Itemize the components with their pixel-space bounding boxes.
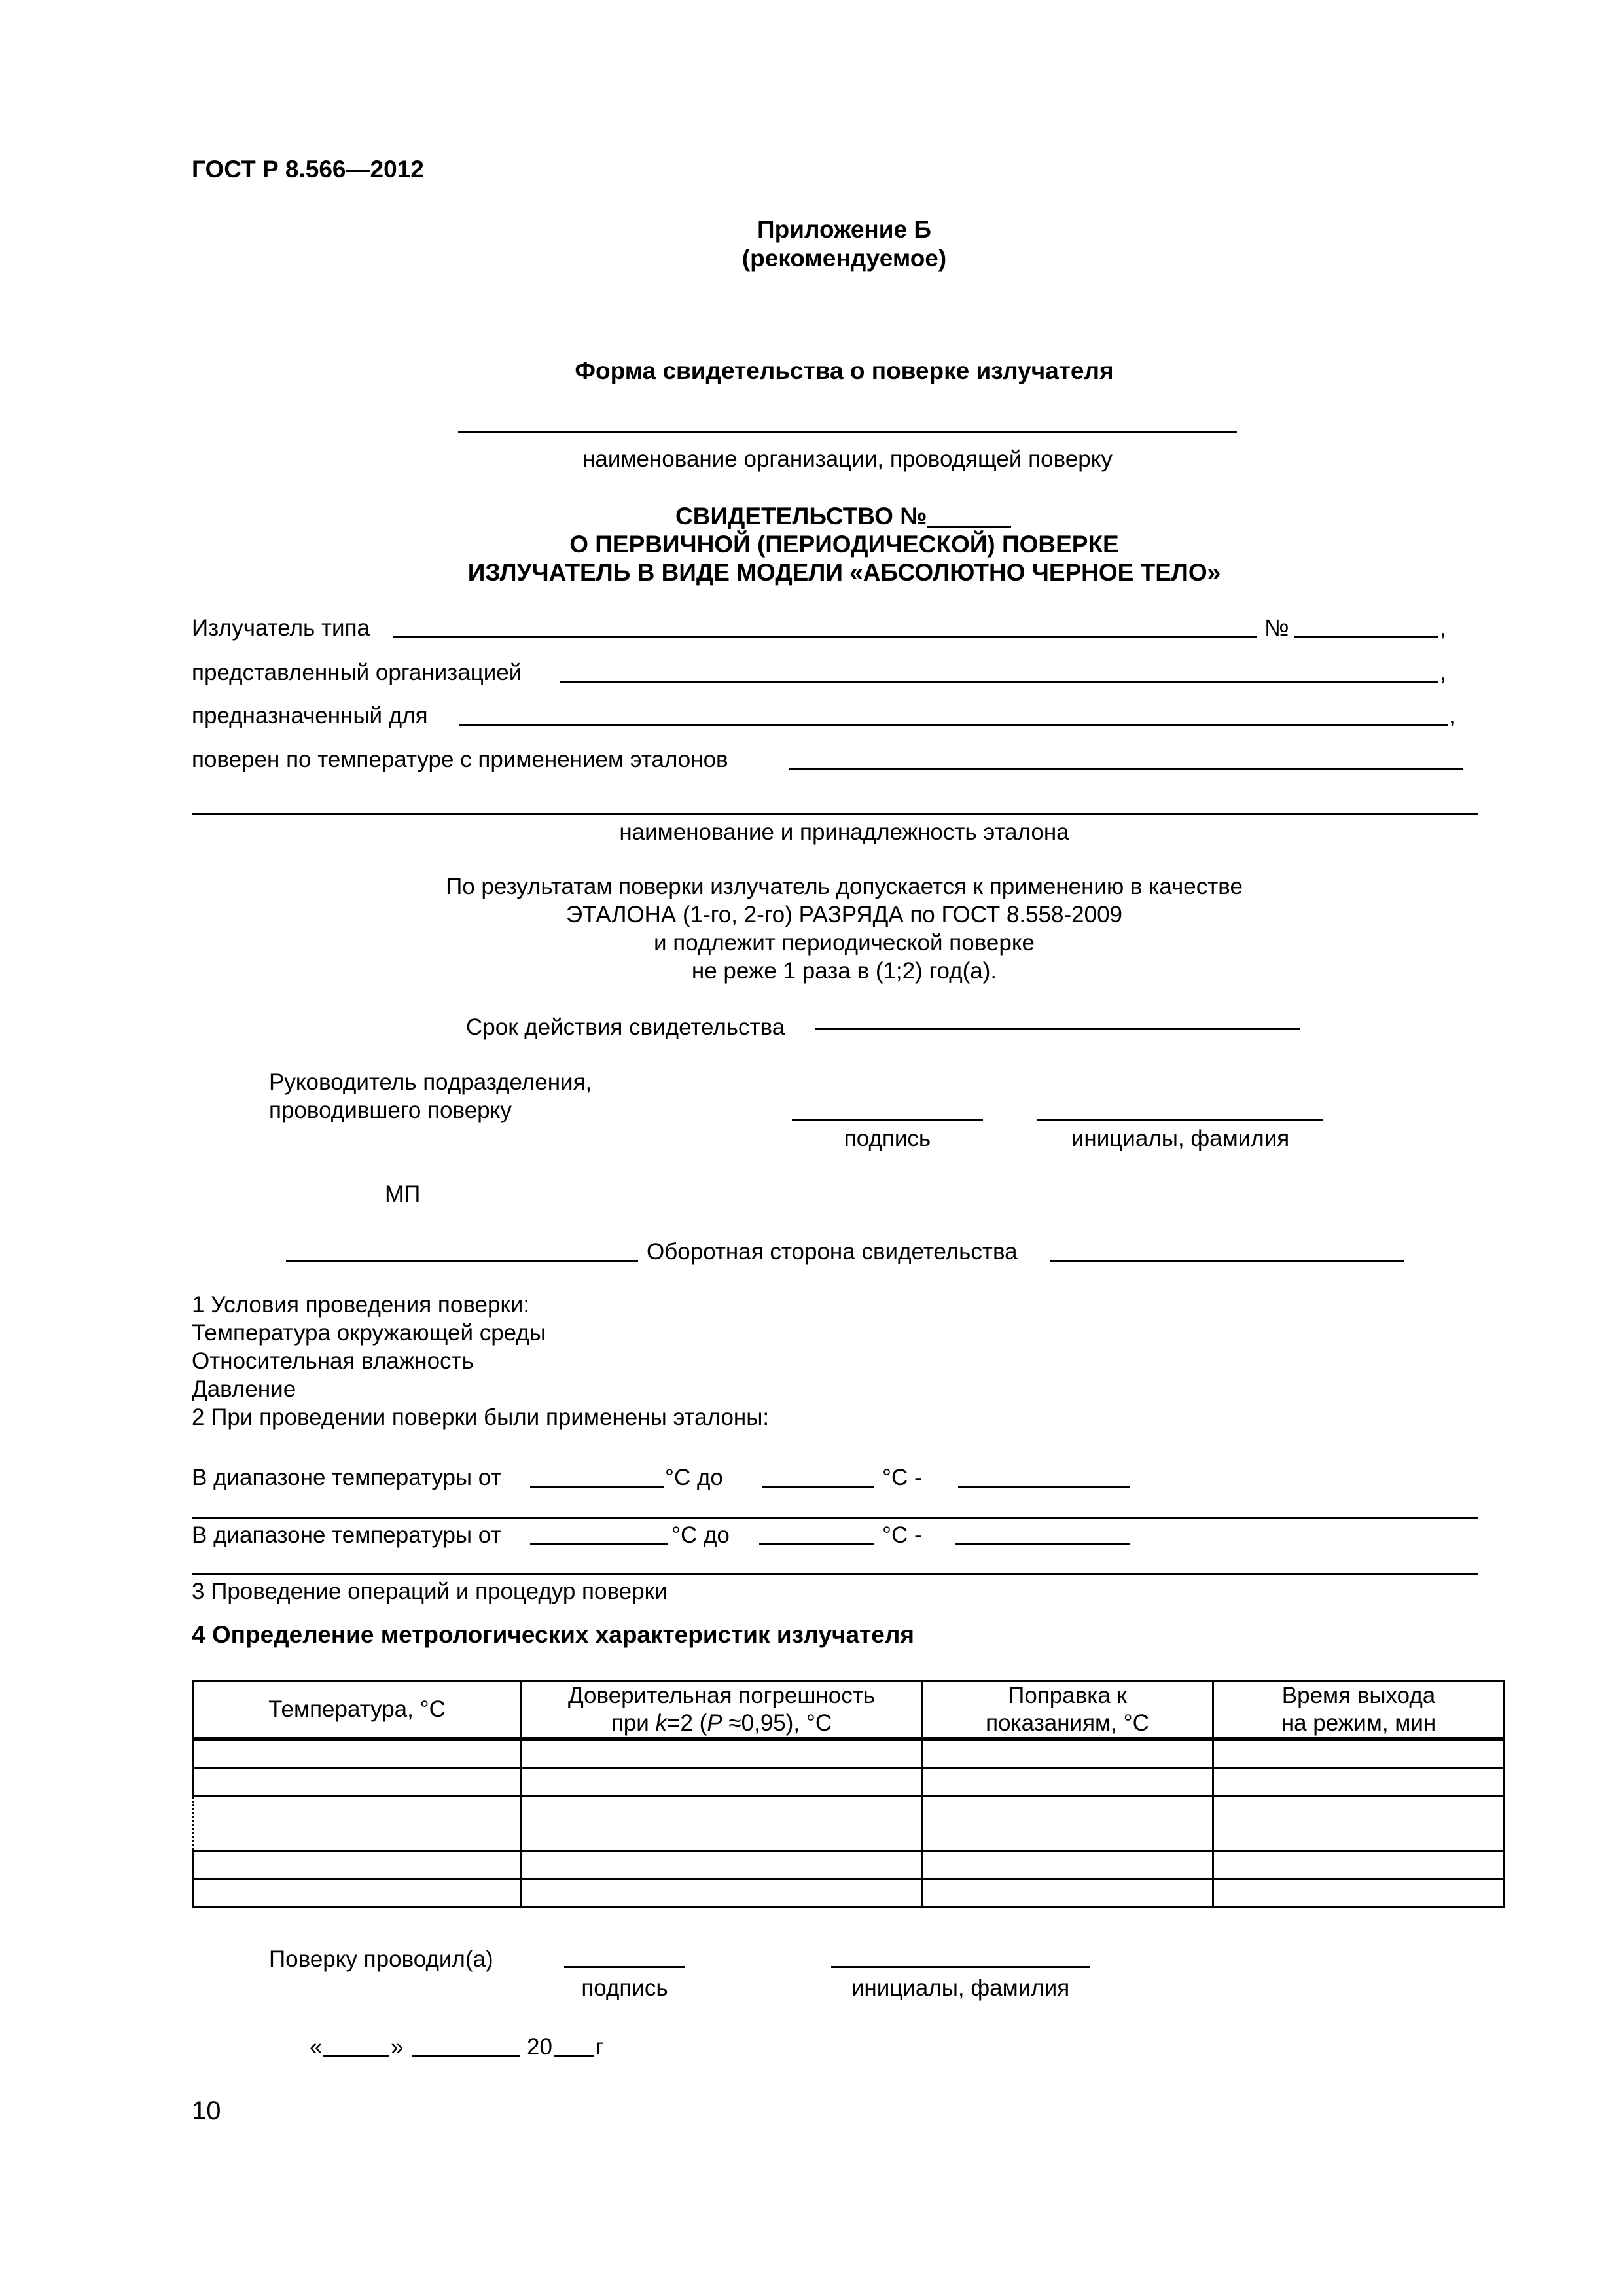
table-cell[interactable] [193, 1739, 522, 1768]
pressure-label: Давление [192, 1376, 296, 1402]
certificate-title [675, 504, 1011, 528]
intended-for-field[interactable] [459, 724, 1448, 726]
result-text-line-2: ЭТАЛОНА (1-го, 2-го) РАЗРЯДА по ГОСТ 8.558-2009 [565, 902, 1123, 927]
standard-caption: наименование и принадлежность эталона [619, 819, 1069, 845]
date-open-quote: « [310, 2034, 323, 2060]
validity-label: Срок действия свидетельства [466, 1014, 785, 1040]
item-4-heading: 4 Определение метрологических характеристик излучателя [192, 1621, 914, 1648]
organization-name-line[interactable] [458, 431, 1237, 433]
head-title-line-2: проводившего поверку [269, 1098, 512, 1123]
reverse-side-rule-right [1050, 1260, 1404, 1262]
emitter-number-field[interactable] [1294, 636, 1438, 638]
table-cell[interactable] [522, 1879, 922, 1907]
table-cell[interactable] [1213, 1797, 1505, 1851]
appendix-title: Приложение Б [757, 216, 931, 243]
verifier-signature-field[interactable] [564, 1966, 685, 1968]
range-1-continuation-line[interactable] [192, 1517, 1478, 1519]
table-cell[interactable] [922, 1797, 1213, 1851]
table-cell[interactable] [922, 1739, 1213, 1768]
reverse-side-title: Оборотная сторона свидетельства [647, 1239, 1018, 1265]
head-signature-field[interactable] [792, 1119, 983, 1121]
table-header-row [193, 1681, 1505, 1740]
table-cell[interactable] [193, 1768, 522, 1797]
conditions-item-2: 2 При проведении поверки были применены эталоны: [192, 1405, 770, 1430]
standard-name-line[interactable] [192, 813, 1478, 815]
table-row [193, 1739, 1505, 1768]
organization-caption: наименование организации, проводящей поверку [582, 446, 1113, 472]
verified-with-field[interactable] [789, 768, 1463, 770]
reverse-side-rule-left [286, 1260, 638, 1262]
verifier-label: Поверку проводил(а) [269, 1946, 493, 1972]
range-2-unit-dash: °С - [882, 1522, 922, 1548]
range-2-prefix: В диапазоне температуры от [192, 1522, 501, 1548]
form-title: Форма свидетельства о поверке излучателя [575, 357, 1114, 384]
metrology-table [192, 1680, 1505, 1908]
certificate-number-field[interactable] [927, 507, 1011, 528]
conditions-item-1: 1 Условия проведения поверки: [192, 1292, 530, 1318]
number-sign: № [1264, 615, 1289, 641]
verifier-signature-caption: подпись [581, 1975, 668, 2001]
result-text-line-1: По результатам поверки излучатель допускается к применению в качестве [446, 874, 1243, 899]
table-cell[interactable] [1213, 1739, 1505, 1768]
humidity-label: Относительная влажность [192, 1348, 474, 1374]
date-year-field[interactable] [554, 2055, 594, 2057]
result-text-line-4: не реже 1 раза в (1;2) год(а). [691, 958, 997, 984]
table-cell[interactable] [522, 1851, 922, 1879]
range-1-from-field[interactable] [530, 1486, 664, 1488]
table-cell[interactable] [522, 1768, 922, 1797]
table-row [193, 1851, 1505, 1879]
table-cell[interactable] [193, 1879, 522, 1907]
intended-for-label: предназначенный для [192, 703, 428, 728]
document-standard-code: ГОСТ Р 8.566—2012 [192, 156, 424, 183]
head-signature-caption: подпись [844, 1126, 931, 1151]
range-1-prefix: В диапазоне температуры от [192, 1465, 501, 1490]
comma: , [1449, 703, 1455, 728]
result-text-line-3: и подлежит периодической поверке [653, 930, 1035, 956]
head-title-line-1: Руководитель подразделения, [269, 1069, 592, 1095]
verifier-name-caption: инициалы, фамилия [851, 1975, 1070, 2001]
date-year-suffix: г [596, 2034, 604, 2060]
certificate-number-label: СВИДЕТЕЛЬСТВО № [675, 503, 927, 529]
date-month-field[interactable] [412, 2055, 520, 2057]
header-temperature: Температура, °С [193, 1681, 522, 1740]
emitter-type-label: Излучатель типа [192, 615, 370, 641]
range-2-from-field[interactable] [530, 1543, 668, 1545]
range-1-standard-field[interactable] [958, 1486, 1130, 1488]
item-3-label: 3 Проведение операций и процедур поверки [192, 1579, 668, 1604]
date-year-prefix: 20 [527, 2034, 552, 2060]
header-correction: Поправка к показаниям, °С [922, 1681, 1213, 1740]
table-row-ellipsis [193, 1797, 1505, 1851]
page-number: 10 [192, 2096, 221, 2125]
table-cell[interactable] [522, 1797, 922, 1851]
date-close-quote: » [391, 2034, 404, 2060]
emitter-type-field[interactable] [393, 636, 1257, 638]
verified-with-label: поверен по температуре с применением эталонов [192, 747, 728, 772]
verifier-name-field[interactable] [831, 1966, 1090, 1968]
ambient-temperature-label: Температура окружающей среды [192, 1320, 546, 1346]
header-confidence-error: Доверительная погрешность при k=2 (P ≈0,95), °С [522, 1681, 922, 1740]
stamp-place-label: МП [385, 1181, 421, 1207]
table-cell[interactable] [922, 1851, 1213, 1879]
range-2-to-field[interactable] [759, 1543, 874, 1545]
header-warmup-time: Время выхода на режим, мин [1213, 1681, 1505, 1740]
range-1-unit-dash: °С - [882, 1465, 922, 1490]
range-2-unit-to: °С до [671, 1522, 730, 1548]
table-cell[interactable] [193, 1851, 522, 1879]
head-name-caption: инициалы, фамилия [1071, 1126, 1290, 1151]
submitted-by-field[interactable] [560, 681, 1438, 683]
table-cell[interactable] [1213, 1879, 1505, 1907]
range-2-continuation-line[interactable] [192, 1573, 1478, 1575]
head-name-field[interactable] [1037, 1119, 1323, 1121]
comma: , [1440, 660, 1446, 685]
table-row [193, 1879, 1505, 1907]
table-cell[interactable] [1213, 1768, 1505, 1797]
validity-field[interactable] [815, 1028, 1300, 1030]
table-row [193, 1768, 1505, 1797]
table-cell[interactable] [1213, 1851, 1505, 1879]
table-cell[interactable] [922, 1768, 1213, 1797]
table-cell[interactable] [193, 1797, 522, 1851]
range-1-unit-to: °С до [665, 1465, 723, 1490]
date-day-field[interactable] [323, 2055, 389, 2057]
range-1-to-field[interactable] [762, 1486, 874, 1488]
comma: , [1440, 615, 1446, 641]
certificate-subtitle-1: О ПЕРВИЧНОЙ (ПЕРИОДИЧЕСКОЙ) ПОВЕРКЕ [569, 531, 1119, 558]
table-cell[interactable] [922, 1879, 1213, 1907]
range-2-standard-field[interactable] [955, 1543, 1130, 1545]
submitted-by-label: представленный организацией [192, 660, 522, 685]
appendix-status: (рекомендуемое) [741, 245, 947, 272]
certificate-subtitle-2: ИЗЛУЧАТЕЛЬ В ВИДЕ МОДЕЛИ «АБСОЛЮТНО ЧЕРНОЕ ТЕЛО» [467, 559, 1221, 586]
table-cell[interactable] [522, 1739, 922, 1768]
